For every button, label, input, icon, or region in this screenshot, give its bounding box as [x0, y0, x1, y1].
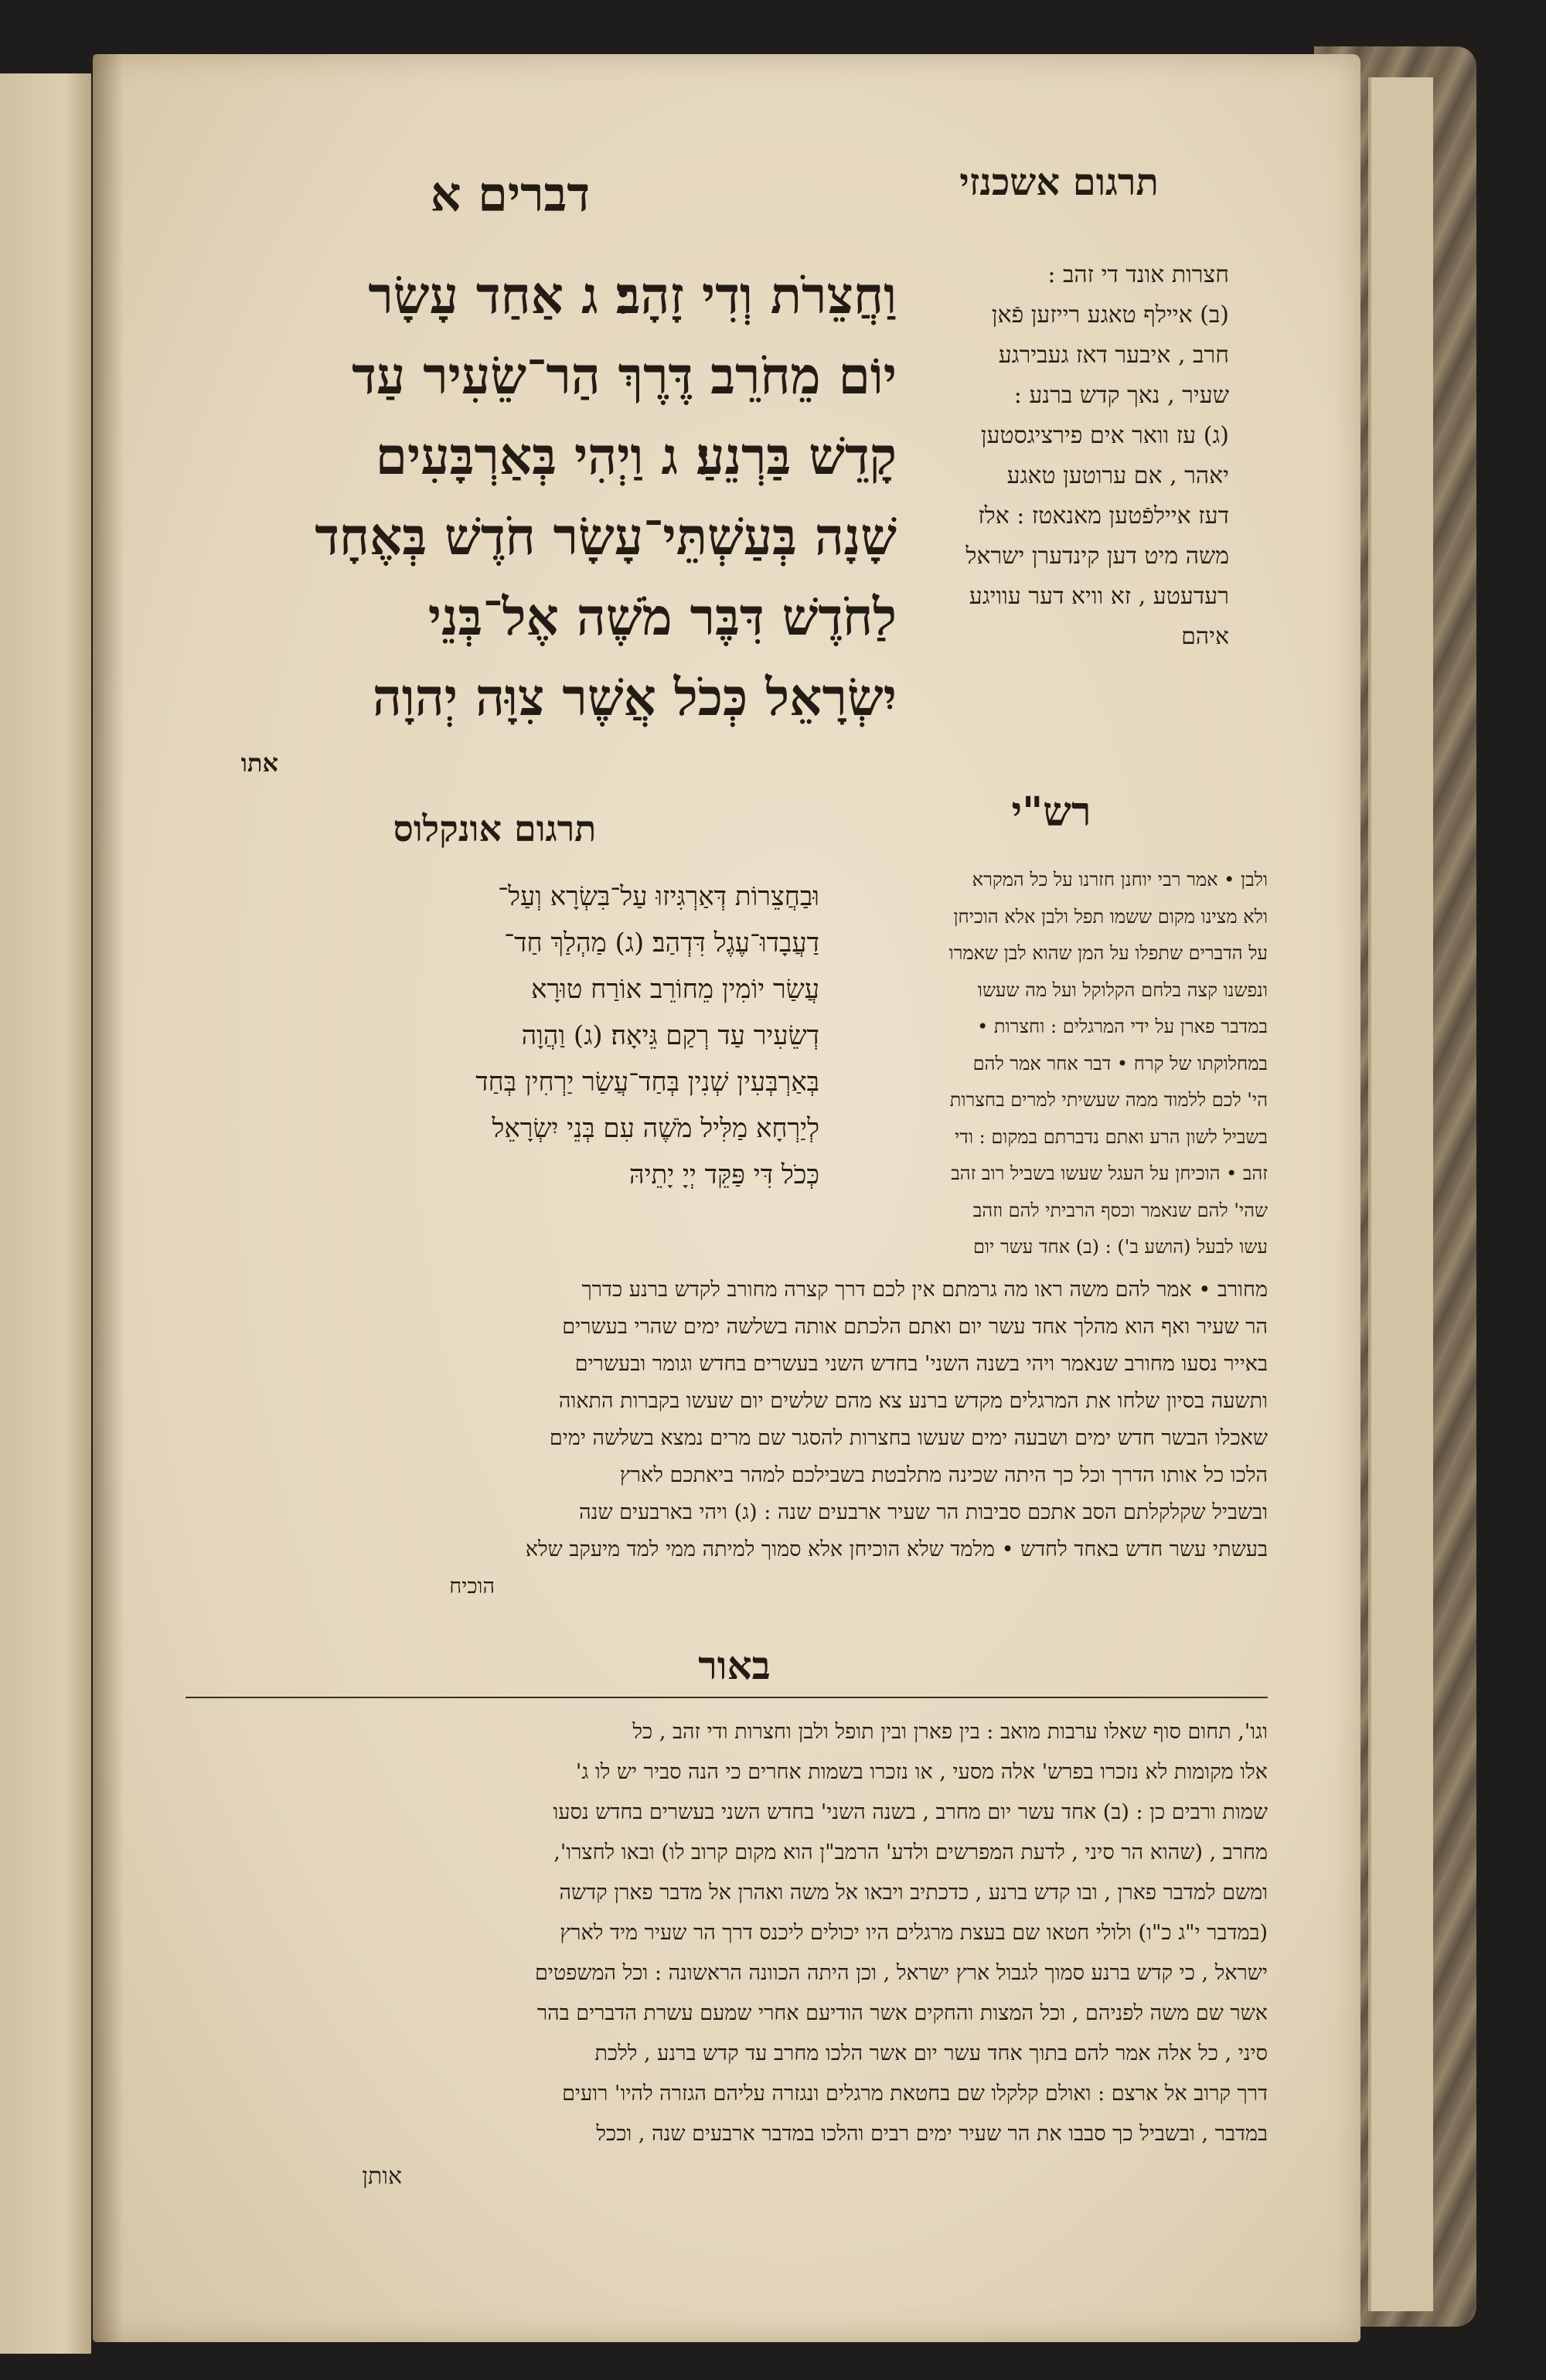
onkelos-translation: [155, 873, 819, 1198]
biur-line: ישראל , כי קדש ברנע סמוך לגבול ארץ ישראל , וכן היתה הכוונה הראשונה : וכל המשפטים: [534, 1961, 1268, 1985]
rashi-line: מחורב • אמר להם משה ראו מה גרמתם אין לכם דרך קצרה מחורב לקדש ברנע כדרך: [581, 1278, 1268, 1302]
rashi-line: עשו לבעל (הושע ב') : (ב) אחד עשר יום: [972, 1236, 1268, 1258]
ashkenazi-line: דעז איילפֿטען מאנאטז : אלז: [978, 502, 1229, 529]
rashi-line: באייר נסעו מחורב שנאמר ויהי בשנה השני' בחדש השני בעשרים בחדש וגומר ובעשרים: [574, 1352, 1268, 1376]
onkelos-line: לְיַרְחָא מַלִּיל מֹשֶׁה עִם בְּנֵי יִשְׂרָאֵל: [492, 1113, 819, 1144]
rashi-line: במחלוקתו של קרח • דבר אחר אמר להם: [972, 1052, 1268, 1074]
facing-page-edge: [0, 73, 91, 2354]
biur-line: ומשם למדבר פארן , ובו קדש ברנע , כדכתיב ויבאו אל משה ואהרן אל מדבר פארן קדשה: [559, 1881, 1268, 1905]
rashi-line: שהי' להם שנאמר וכסף הרביתי להם וזהב: [972, 1199, 1268, 1221]
rashi-commentary-wide: [193, 1272, 1268, 1605]
hebrew-line: יִשְׂרָאֵל כְּכֹל אֲשֶׁר צִוָּה יְהוָה: [372, 667, 897, 727]
onkelos-line: עֲשַׂר יוֹמִין מֵחוֹרֵב אוֹרַח טוּרָא: [531, 974, 819, 1005]
biur-line: מחרב , (שהוא הר סיני , לדעת המפרשים ולדע' הרמב"ן הוא מקום קרוב לו) ובאו לחצרו',: [553, 1840, 1268, 1864]
onkelos-title: תרגום אונקלוס: [393, 808, 597, 850]
hebrew-line: לַחֹדֶשׁ דִּבֶּר מֹשֶׁה אֶל־בְּנֵי: [427, 587, 897, 647]
hebrew-line: שָׁנָה בְּעַשְׁתֵּי־עָשָׂר חֹדֶשׁ בְּאֶחָד: [315, 506, 897, 567]
page-block-edge: [1368, 77, 1433, 2311]
rashi-line: הלכו כל אותו הדרך וכל כך היתה שכינה מתלבטת בשבילכם למהר ביאתכם לארץ: [619, 1463, 1268, 1487]
hebrew-line: וַחֲצֵרֹת וְדִי זָהָב׃ ג אַחַד עָשָׂר: [368, 265, 897, 325]
rashi-title: רש"י: [1011, 788, 1091, 836]
rashi-line: הי' לכם ללמוד ממה שעשיתי למרים בחצרות: [949, 1089, 1268, 1111]
section-divider: [186, 1697, 1268, 1698]
rashi-line: בעשתי עשר חדש באחד לחדש • מלמד שלא הוכיחן אלא סמוך למיתה ממי למד מיעקב שלא: [525, 1537, 1268, 1561]
biur-catchword: אותן: [362, 2163, 402, 2190]
rashi-line: בשביל לשון הרע ואתם נדברתם במקום : ודי: [955, 1125, 1268, 1148]
ashkenazi-line: שעיר , נאך קדש ברנע :: [1013, 382, 1229, 409]
rashi-line: על הדברים שתפלו על המן שהוא לבן שאמרו: [948, 942, 1268, 964]
ashkenazi-translation: [889, 255, 1229, 657]
onkelos-line: דַעֲבָדוּ־עֶגֶל דִּדְהַב׃ (ג) מַהְלַךְ חַד־: [504, 928, 819, 958]
ashkenazi-line: איהם: [1181, 623, 1229, 650]
rashi-commentary: [835, 862, 1268, 1266]
biur-commentary: [224, 1712, 1268, 2154]
ashkenazi-title: תרגום אשכנזי: [959, 161, 1159, 204]
biur-title: באור: [698, 1643, 771, 1688]
rashi-line: שאכלו הבשר חדש ימים ושבעה ימים שעשו בחצרות להסגר שם מרים נמצא בשלשה ימים: [549, 1426, 1268, 1450]
biur-line: דרך קרוב אל ארצם : ואולם קלקלו שם בחטאת מרגלים ונגזרה עליהם הגזרה להיו' רועים: [562, 2082, 1268, 2106]
rashi-line: ולא מצינו מקום ששמו תפל ולבן אלא הוכיחן: [953, 905, 1268, 928]
ashkenazi-line: משה מיט דען קינדערן ישראל: [965, 543, 1229, 570]
ashkenazi-line: חרב , איבער דאז געבירגע: [998, 342, 1229, 369]
ashkenazi-line: רעדעטע , זא וויא דער עוויגע: [969, 583, 1229, 610]
onkelos-line: דְשֵׂעִיר עַד רְקַם גֵּיאָה׃ (ג) וַהֲוָה: [521, 1020, 819, 1051]
hebrew-text: [155, 255, 897, 737]
onkelos-line: כְּכֹל דִּי פַּקֵּד יְיָ יָתֵיהּ: [629, 1159, 819, 1190]
rashi-line: ובשביל שקלקלתם הסב אתכם סביבות הר שעיר ארבעים שנה : (ג) ויהי בארבעים שנה: [579, 1500, 1268, 1524]
biur-line: סיני , כל אלה אמר להם בתוך אחד עשר יום אשר הלכו מחרב עד קדש ברנע , ללכת: [594, 2041, 1268, 2065]
ashkenazi-line: (ב) איילף טאגע רייזען פֿאן: [991, 301, 1229, 329]
hebrew-line: יוֹם מֵחֹרֵב דֶּרֶךְ הַר־שֵׂעִיר עַד: [352, 346, 897, 406]
rashi-line: הר שעיר ואף הוא מהלך אחד עשר יום ואתם הלכתם אותה בשלשה ימים שהרי בעשרים: [562, 1315, 1268, 1339]
page-gutter-shadow: [93, 54, 124, 2342]
biur-line: במדבר , ובשביל כך סבבו את הר שעיר ימים רבים והלכו במדבר ארבעים שנה , וככל: [596, 2122, 1268, 2146]
ashkenazi-line: חצרות אונד די זהב :: [1047, 261, 1229, 288]
rashi-line: ותשעה בסיון שלחו את המרגלים מקדש ברנע צא מהם שלשים יום שעשו בקברות התאוה: [558, 1389, 1268, 1413]
ashkenazi-line: (ג) עז וואר אים פירציגסטען: [980, 422, 1229, 449]
rashi-line: זהב • הוכיחן על העגל שעשו בשביל רוב זהב: [951, 1163, 1268, 1184]
biur-line: אשר שם משה לפניהם , וכל המצות והחקים אשר הודיעם אחרי שמעם עשרת הדברים בהר: [536, 2001, 1268, 2025]
biur-line: אלו מקומות לא נזכרו בפרש' אלה מסעי , או נזכרו בשמות אחרים כי הנה סביר יש לו ג': [575, 1760, 1268, 1784]
rashi-line: ולבן • אמר רבי יוחנן חזרנו על כל המקרא: [972, 869, 1268, 890]
onkelos-line: בְּאַרְבְּעִין שְׁנִין בְּחַד־עֲשַׂר יַרְחִין בְּחַד: [475, 1067, 819, 1098]
rashi-line: במדבר פארן על ידי המרגלים : וחצרות •: [977, 1016, 1268, 1037]
rashi-line: ונפשנו קצה בלחם הקלוקל ועל מה שעשו: [977, 979, 1268, 1001]
ashkenazi-line: יאהר , אם ערוטען טאגע: [1006, 462, 1229, 489]
rashi-line: הוכיח: [449, 1575, 495, 1599]
onkelos-line: וּבַחֲצֵרוֹת דְּאַרְגִּיזוּ עַל־בִּשְׂרָא וְעַל־: [498, 881, 819, 912]
biur-line: שמות ורבים כן : (ב) אחד עשר יום מחרב , בשנה השני' בחדש השני בעשרים בחדש נסעו: [553, 1800, 1268, 1824]
hebrew-line: קָדֵשׁ בַּרְנֵעַ׃ ג וַיְהִי בְּאַרְבָּעִים: [375, 426, 897, 486]
biur-line: וגו', תחום סוף שאלו ערבות מואב : בין פארן ובין תופל ולבן וחצרות ודי זהב , כל: [632, 1720, 1268, 1744]
running-title: דברים א: [430, 166, 591, 223]
biur-line: (במדבר י"ג כ"ו) ולולי חטאו שם בעצת מרגלים היו יכולים ליכנס דרך הר שעיר מיד לארץ: [560, 1921, 1268, 1945]
catchword: אתו: [240, 748, 278, 778]
